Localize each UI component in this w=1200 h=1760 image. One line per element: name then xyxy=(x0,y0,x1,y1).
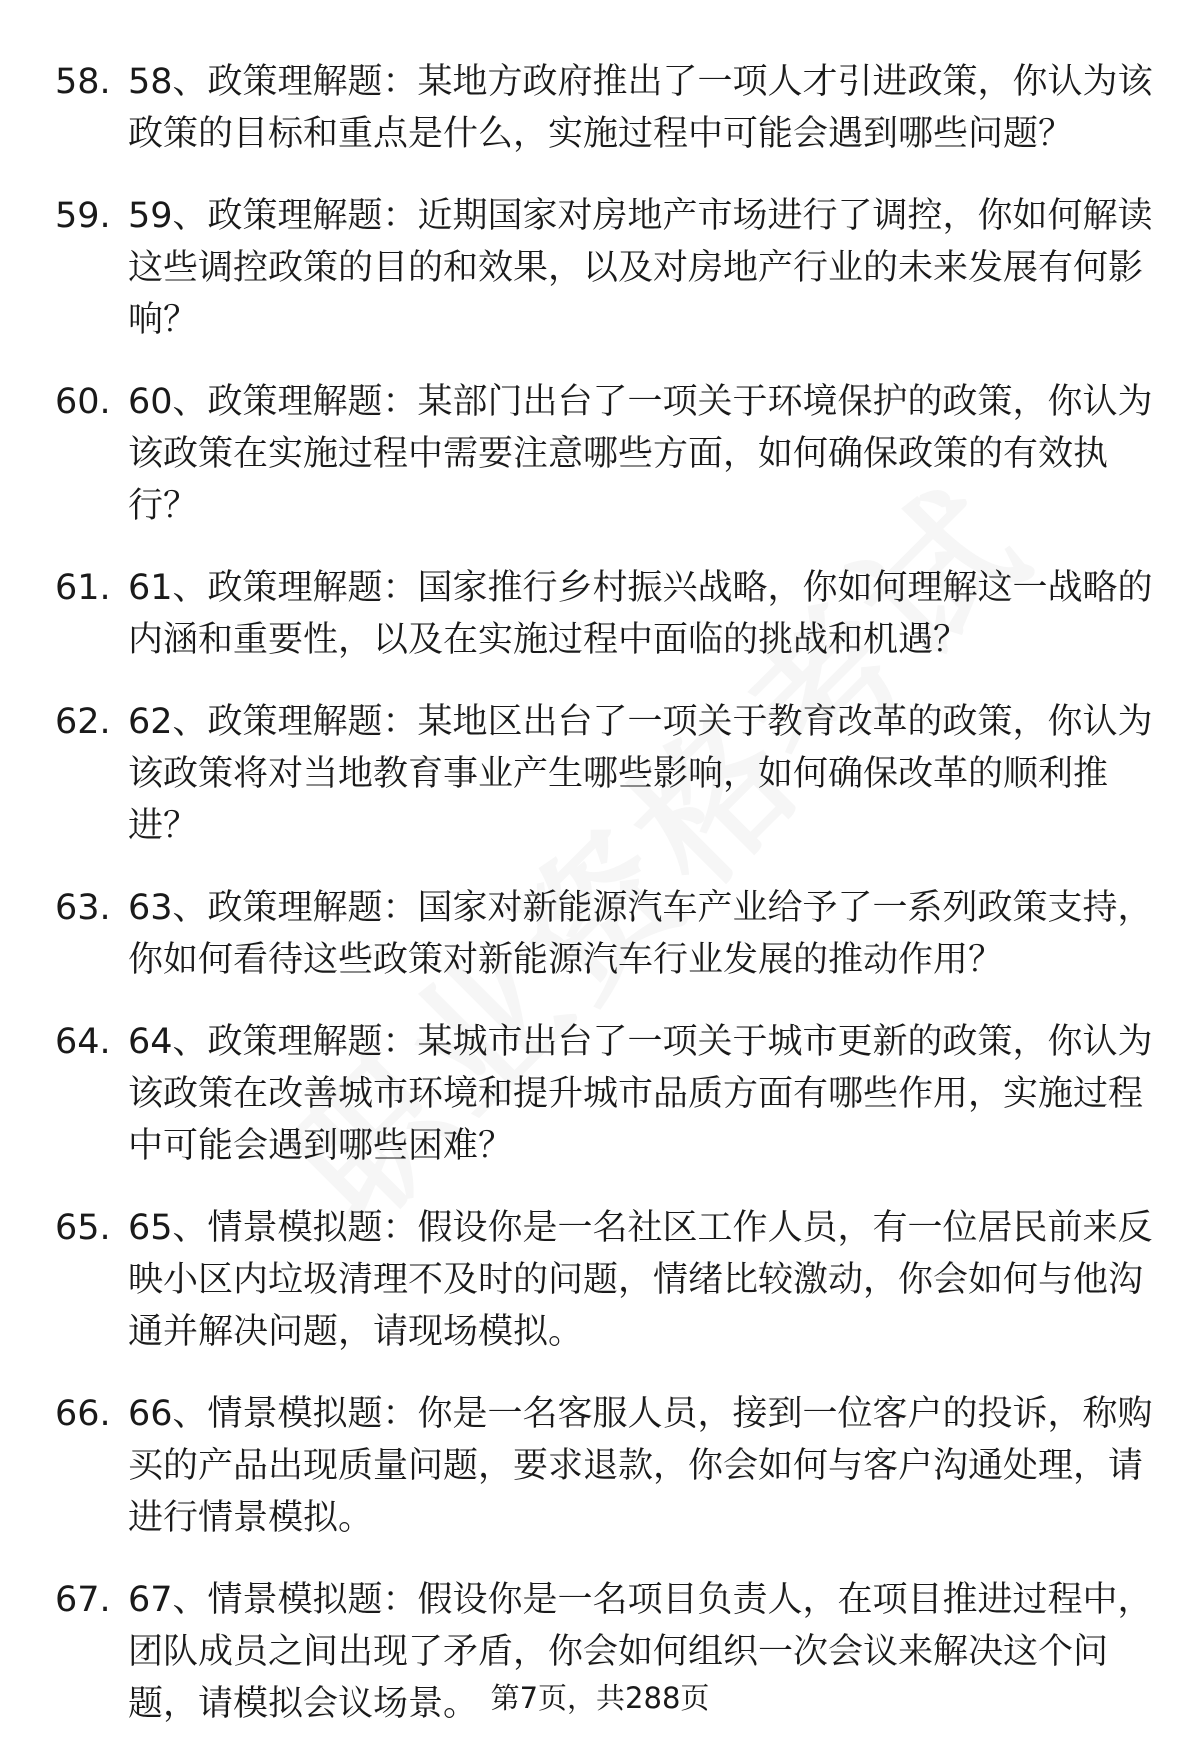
question-list xyxy=(0,56,1200,1760)
item-text: 60、政策理解题：某部门出台了一项关于环境保护的政策，你认为该政策在实施过程中需要注意哪些方面，如何确保政策的有效执行？ xyxy=(128,382,1153,526)
item-text: 58、政策理解题：某地方政府推出了一项人才引进政策，你认为该政策的目标和重点是什么，实施过程中可能会遇到哪些问题？ xyxy=(128,62,1153,154)
item-number: 62. xyxy=(55,702,111,742)
item-number: 60. xyxy=(55,382,111,422)
item-number: 59. xyxy=(55,196,111,236)
page-footer: 第7页，共288页 xyxy=(490,1681,710,1715)
item-number: 58. xyxy=(55,62,111,102)
list-item xyxy=(0,1016,1200,1172)
item-text: 62、政策理解题：某地区出台了一项关于教育改革的政策，你认为该政策将对当地教育事业产生哪些影响，如何确保改革的顺利推进？ xyxy=(128,702,1153,846)
item-text: 64、政策理解题：某城市出台了一项关于城市更新的政策，你认为该政策在改善城市环境和提升城市品质方面有哪些作用，实施过程中可能会遇到哪些困难？ xyxy=(128,1022,1153,1166)
item-text: 61、政策理解题：国家推行乡村振兴战略，你如何理解这一战略的内涵和重要性，以及在实施过程中面临的挑战和机遇？ xyxy=(128,568,1153,660)
list-item xyxy=(0,882,1200,986)
item-text: 66、情景模拟题：你是一名客服人员，接到一位客户的投诉，称购买的产品出现质量问题，要求退款，你会如何与客户沟通处理，请进行情景模拟。 xyxy=(128,1394,1153,1538)
list-item xyxy=(0,190,1200,346)
item-number: 61. xyxy=(55,568,111,608)
item-text: 63、政策理解题：国家对新能源汽车产业给予了一系列政策支持，你如何看待这些政策对新能源汽车行业发展的推动作用？ xyxy=(128,888,1153,980)
item-number: 63. xyxy=(55,888,111,928)
item-text: 67、情景模拟题：假设你是一名项目负责人，在项目推进过程中，团队成员之间出现了矛盾，你会如何组织一次会议来解决这个问题，请模拟会议场景。 xyxy=(128,1580,1153,1724)
list-item xyxy=(0,1202,1200,1358)
item-number: 64. xyxy=(55,1022,111,1062)
list-item xyxy=(0,376,1200,532)
list-item xyxy=(0,1388,1200,1544)
list-item xyxy=(0,696,1200,852)
item-text: 65、情景模拟题：假设你是一名社区工作人员，有一位居民前来反映小区内垃圾清理不及时的问题，情绪比较激动，你会如何与他沟通并解决问题，请现场模拟。 xyxy=(128,1208,1153,1352)
list-item xyxy=(0,56,1200,160)
item-number: 67. xyxy=(55,1580,111,1620)
list-item xyxy=(0,562,1200,666)
item-number: 65. xyxy=(55,1208,111,1248)
item-number: 66. xyxy=(55,1394,111,1434)
item-text: 59、政策理解题：近期国家对房地产市场进行了调控，你如何解读这些调控政策的目的和效果，以及对房地产行业的未来发展有何影响？ xyxy=(128,196,1153,340)
